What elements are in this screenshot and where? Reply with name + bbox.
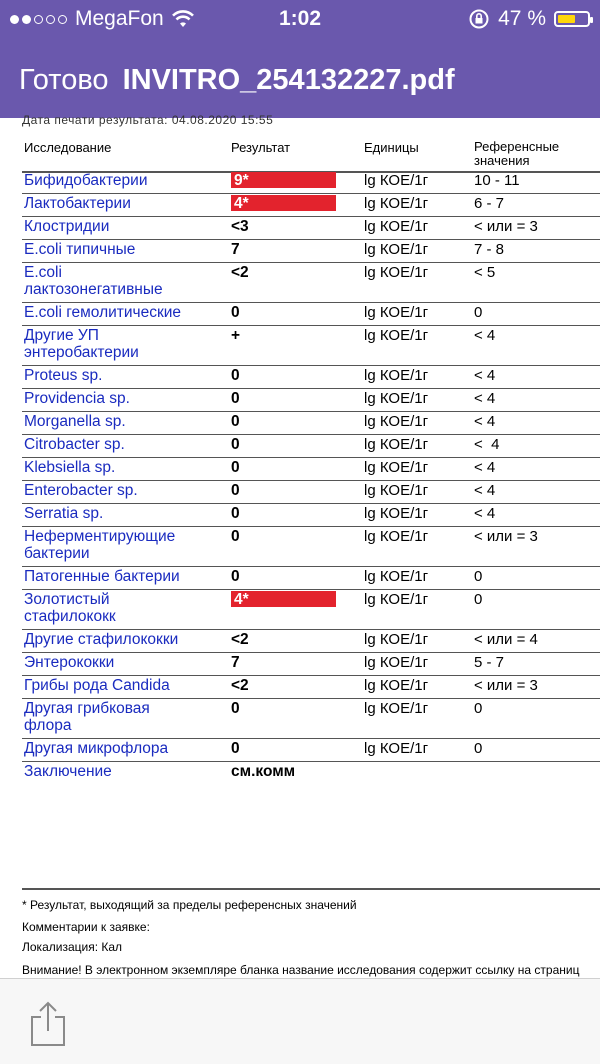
units-value: lg КОЕ/1г	[364, 218, 429, 235]
units-value: lg КОЕ/1г	[364, 390, 429, 407]
reference-value: < или = 4	[474, 631, 538, 648]
clock: 1:02	[278, 7, 322, 30]
result-value: 0	[231, 482, 240, 499]
result-value: 0	[231, 413, 240, 430]
result-value: <2	[231, 677, 249, 694]
study-name-link[interactable]: Enterobacter sp.	[24, 482, 138, 499]
reference-value: 10 - 11	[474, 172, 520, 189]
reference-value: < 4	[474, 505, 496, 522]
result-value-flagged: 4*	[231, 591, 336, 607]
reference-value: 0	[474, 304, 483, 321]
units-value: lg КОЕ/1г	[364, 436, 429, 453]
study-name-link[interactable]: Другие УП энтеробактерии	[24, 327, 139, 361]
study-name-link[interactable]: Заключение	[24, 763, 112, 780]
units-value: lg КОЕ/1г	[364, 591, 429, 608]
study-name-link[interactable]: Другая микрофлора	[24, 740, 169, 757]
study-name-link[interactable]: Proteus sp.	[24, 367, 103, 384]
result-value: +	[231, 327, 241, 344]
study-name-link[interactable]: E.coli гемолитические	[24, 304, 182, 321]
table-row	[22, 264, 600, 303]
table-row	[22, 505, 600, 527]
done-button[interactable]: Готово	[19, 63, 109, 96]
units-value: lg КОЕ/1г	[364, 241, 429, 258]
table-row	[22, 677, 600, 699]
table-row	[22, 195, 600, 217]
table-row	[22, 459, 600, 481]
reference-value: < 4	[474, 482, 496, 499]
asterisk-footnote: * Результат, выходящий за пределы референсных значений	[22, 898, 357, 912]
localization-label: Локализация: Кал	[22, 940, 123, 954]
reference-value: < 5	[474, 264, 496, 281]
nav-bar	[0, 52, 600, 108]
study-name-link[interactable]: Другие стафилококки	[24, 631, 179, 648]
document-title: INVITRO_254132227.pdf	[122, 63, 455, 96]
study-name-link[interactable]: Providencia sp.	[24, 390, 130, 407]
reference-value: 6 - 7	[474, 195, 505, 212]
pdf-page[interactable]	[0, 113, 600, 978]
table-row	[22, 654, 600, 676]
reference-value: 0	[474, 740, 483, 757]
table-row	[22, 591, 600, 630]
study-name-link[interactable]: Патогенные бактерии	[24, 568, 180, 585]
orientation-lock-icon	[468, 8, 490, 30]
units-value: lg КОЕ/1г	[364, 677, 429, 694]
units-value: lg КОЕ/1г	[364, 367, 429, 384]
result-value: <3	[231, 218, 249, 235]
reference-value: < 4	[474, 390, 496, 407]
column-reference	[474, 140, 584, 168]
table-row	[22, 172, 600, 194]
units-value: lg КОЕ/1г	[364, 568, 429, 585]
study-name-link[interactable]: Бифидобактерии	[24, 172, 148, 189]
result-value: 0	[231, 459, 240, 476]
units-value: lg КОЕ/1г	[364, 740, 429, 757]
battery-icon	[554, 11, 590, 27]
study-name-link[interactable]: E.coli типичные	[24, 241, 136, 258]
result-value: см.комм	[231, 763, 296, 780]
units-value: lg КОЕ/1г	[364, 459, 429, 476]
print-date-line: Дата печати результата: 04.08.2020 15:55	[22, 113, 274, 127]
table-row	[22, 304, 600, 326]
table-row	[22, 390, 600, 412]
table-row	[22, 413, 600, 435]
study-name-link[interactable]: Serratia sp.	[24, 505, 104, 522]
bottom-toolbar	[0, 978, 600, 1064]
reference-value: < 4	[474, 413, 496, 430]
electronic-copy-warning: Внимание! В электронном экземпляре бланка название исследования содержит ссылку на страниц	[22, 963, 580, 977]
study-name-link[interactable]: E.coli лактозонегативные	[24, 264, 163, 298]
table-row	[22, 327, 600, 366]
result-value: 7	[231, 241, 240, 258]
reference-value: < или = 3	[474, 528, 538, 545]
reference-value: < или = 3	[474, 218, 538, 235]
study-name-link[interactable]: Morganella sp.	[24, 413, 126, 430]
table-row	[22, 528, 600, 567]
units-value: lg КОЕ/1г	[364, 654, 429, 671]
table-row	[22, 700, 600, 739]
table-row	[22, 568, 600, 590]
study-name-link[interactable]: Klebsiella sp.	[24, 459, 116, 476]
table-row	[22, 218, 600, 240]
reference-value: < или = 3	[474, 677, 538, 694]
reference-value: 0	[474, 568, 483, 585]
column-study: Исследование	[24, 140, 112, 155]
units-value: lg КОЕ/1г	[364, 264, 429, 281]
battery-percent: 47 %	[498, 7, 546, 30]
table-row	[22, 631, 600, 653]
result-value: 0	[231, 740, 240, 757]
table-row	[22, 436, 600, 458]
result-value-flagged: 4*	[231, 195, 336, 211]
units-value: lg КОЕ/1г	[364, 413, 429, 430]
table-row	[22, 482, 600, 504]
result-value: 7	[231, 654, 240, 671]
study-name-link[interactable]: Грибы рода Candida	[24, 677, 170, 694]
result-value: 0	[231, 700, 240, 717]
result-value: 0	[231, 390, 240, 407]
result-value-flagged: 9*	[231, 172, 336, 188]
units-value: lg КОЕ/1г	[364, 528, 429, 545]
study-name-link[interactable]: Золотистый стафилококк	[24, 591, 116, 625]
result-value: 0	[231, 436, 240, 453]
study-name-link[interactable]: Клостридии	[24, 218, 110, 235]
reference-value: 5 - 7	[474, 654, 505, 671]
table-row	[22, 740, 600, 762]
column-reference-line2: значения	[474, 153, 530, 168]
result-value: 0	[231, 367, 240, 384]
table-row	[22, 367, 600, 389]
study-name-link[interactable]: Другая грибковая флора	[24, 700, 150, 734]
share-icon[interactable]	[28, 1001, 68, 1047]
result-value: 0	[231, 505, 240, 522]
result-value: 0	[231, 528, 240, 545]
reference-value: < 4	[474, 459, 496, 476]
units-value: lg КОЕ/1г	[364, 482, 429, 499]
reference-value: 7 - 8	[474, 241, 505, 258]
units-value: lg КОЕ/1г	[364, 327, 429, 344]
units-value: lg КОЕ/1г	[364, 631, 429, 648]
comments-label: Комментарии к заявке:	[22, 920, 150, 934]
result-value: 0	[231, 568, 240, 585]
column-reference-line1: Референсные	[474, 139, 560, 154]
units-value: lg КОЕ/1г	[364, 195, 429, 212]
status-right	[468, 0, 590, 38]
reference-value: 0	[474, 700, 483, 717]
reference-value: < 4	[474, 367, 496, 384]
reference-value: 0	[474, 591, 483, 608]
table-row	[22, 241, 600, 263]
study-name-link[interactable]: Энтерококки	[24, 654, 115, 671]
study-name-link[interactable]: Лактобактерии	[24, 195, 131, 212]
carrier-label: MegaFon	[75, 7, 164, 30]
units-value: lg КОЕ/1г	[364, 172, 429, 189]
table-bottom-divider	[22, 888, 600, 890]
study-name-link[interactable]: Неферментирующие бактерии	[24, 528, 176, 562]
study-name-link[interactable]: Citrobacter sp.	[24, 436, 125, 453]
reference-value: < 4	[474, 436, 500, 453]
column-result: Результат	[231, 140, 291, 155]
table-row	[22, 763, 600, 784]
top-bar	[0, 0, 600, 118]
units-value: lg КОЕ/1г	[364, 505, 429, 522]
status-bar	[0, 0, 600, 38]
units-value: lg КОЕ/1г	[364, 700, 429, 717]
units-value: lg КОЕ/1г	[364, 304, 429, 321]
column-units: Единицы	[364, 140, 419, 155]
result-value: <2	[231, 264, 249, 281]
result-value: <2	[231, 631, 249, 648]
reference-value: < 4	[474, 327, 496, 344]
result-value: 0	[231, 304, 240, 321]
